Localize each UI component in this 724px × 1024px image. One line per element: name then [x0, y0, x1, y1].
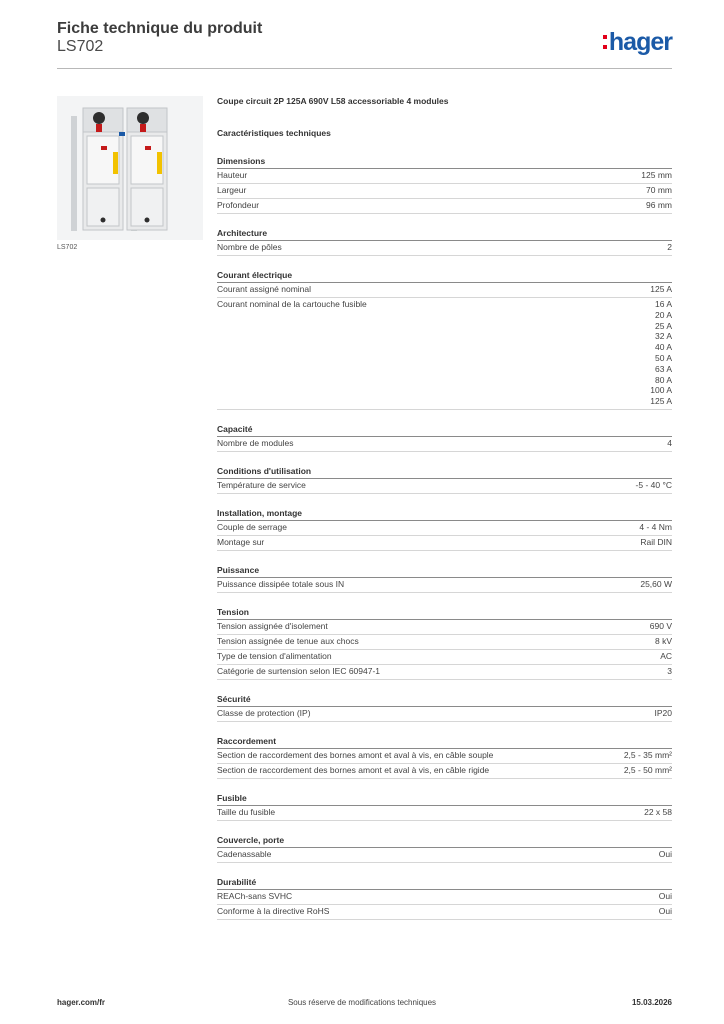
- spec-value-line: 25,60 W: [640, 578, 672, 589]
- spec-value-line: 25 A: [654, 320, 672, 331]
- spec-group-title: Sécurité: [217, 692, 672, 707]
- spec-group-title: Raccordement: [217, 734, 672, 749]
- spec-group-title: Fusible: [217, 791, 672, 806]
- spec-value-line: 4 - 4 Nm: [639, 521, 672, 532]
- spec-value-line: 100 A: [650, 385, 672, 396]
- spec-label: Type de tension d'alimentation: [217, 650, 332, 661]
- spec-label: Courant assigné nominal: [217, 284, 312, 294]
- spec-value: [640, 537, 672, 548]
- spec-value: [667, 666, 672, 677]
- spec-value: [650, 621, 672, 632]
- footer-website[interactable]: hager.com/fr: [57, 998, 106, 1007]
- spec-label: Tension assignée de tenue aux chocs: [217, 635, 359, 646]
- spec-label: Nombre de modules: [217, 437, 294, 448]
- spec-value-line: 125 A: [650, 396, 672, 407]
- spec-value: [639, 522, 672, 533]
- spec-value-line: Oui: [658, 905, 672, 916]
- fuse-holder-illustration: [57, 96, 203, 240]
- spec-group: [217, 464, 672, 494]
- spec-value-line: -5 - 40 °C: [635, 479, 672, 490]
- spec-value: [667, 242, 672, 253]
- spec-value: [659, 891, 672, 902]
- spec-value-line: 3: [667, 665, 672, 676]
- spec-value: [646, 185, 672, 196]
- spec-value-line: AC: [660, 650, 672, 661]
- spec-value: [624, 750, 672, 761]
- spec-row: [217, 890, 672, 905]
- spec-group: [217, 268, 672, 410]
- spec-groups: [217, 154, 672, 920]
- hager-logo: [603, 29, 672, 55]
- spec-value-line: 125 mm: [641, 170, 672, 180]
- spec-value-line: Oui: [658, 890, 672, 901]
- spec-group-title: Courant électrique: [217, 268, 672, 283]
- spec-row: [217, 283, 672, 298]
- spec-value: [655, 708, 673, 719]
- spec-group-title: Conditions d'utilisation: [217, 464, 672, 479]
- spec-value-line: 2: [667, 242, 672, 252]
- spec-value-line: 80 A: [654, 374, 672, 385]
- spec-group: [217, 791, 672, 821]
- spec-value-line: 50 A: [654, 352, 672, 363]
- spec-group: [217, 833, 672, 863]
- spec-label: Courant nominal de la cartouche fusible: [217, 299, 367, 309]
- spec-row: [217, 578, 672, 593]
- spec-value: [655, 636, 672, 647]
- spec-group: [217, 734, 672, 779]
- spec-value-line: 8 kV: [654, 635, 672, 646]
- spec-label: Profondeur: [217, 200, 260, 210]
- spec-group: [217, 226, 672, 256]
- spec-row: [217, 749, 672, 764]
- spec-label: Hauteur: [217, 170, 248, 180]
- spec-group-title: Tension: [217, 605, 672, 620]
- spec-value: [650, 284, 672, 295]
- spec-row: [217, 184, 672, 199]
- spec-label: Section de raccordement des bornes amont et aval à vis, en câble rigide: [217, 764, 490, 775]
- product-reference: LS702: [57, 38, 104, 55]
- spec-group: [217, 422, 672, 452]
- header-divider: [57, 68, 672, 69]
- spec-value-line: 125 A: [650, 284, 672, 294]
- spec-content: [217, 96, 672, 920]
- spec-value-line: 4: [667, 437, 672, 448]
- product-name: Coupe circuit 2P 125A 690V L58 accessoriable 4 modules: [217, 96, 449, 106]
- spec-row: [217, 905, 672, 920]
- spec-row: [217, 199, 672, 214]
- spec-row: [217, 437, 672, 452]
- spec-value-line: 20 A: [654, 309, 672, 320]
- spec-value: [660, 651, 672, 662]
- spec-value-line: IP20: [654, 707, 672, 718]
- spec-row: [217, 707, 672, 722]
- spec-value-line: 2,5 - 35 mm²: [623, 749, 672, 760]
- section-title: Caractéristiques techniques: [217, 128, 331, 138]
- spec-label: Température de service: [217, 479, 306, 490]
- spec-value-line: 690 V: [649, 620, 672, 631]
- spec-value: [640, 579, 672, 590]
- spec-value-line: 2,5 - 50 mm²: [623, 764, 672, 775]
- spec-row: [217, 665, 672, 680]
- spec-label: Catégorie de surtension selon IEC 60947-1: [217, 665, 381, 676]
- spec-group-title: Capacité: [217, 422, 672, 437]
- spec-label: Montage sur: [217, 536, 265, 547]
- spec-group: [217, 563, 672, 593]
- spec-value: [646, 200, 672, 211]
- spec-row: [217, 169, 672, 184]
- spec-value-line: 22 x 58: [644, 806, 672, 817]
- spec-group: [217, 605, 672, 680]
- spec-value: [667, 438, 672, 449]
- spec-group-title: Installation, montage: [217, 506, 672, 521]
- spec-row: [217, 764, 672, 779]
- spec-row: [217, 848, 672, 863]
- spec-label: Conforme à la directive RoHS: [217, 905, 330, 916]
- spec-label: Nombre de pôles: [217, 242, 282, 252]
- spec-label: Tension assignée d'isolement: [217, 620, 328, 631]
- spec-label: Cadenassable: [217, 848, 272, 859]
- spec-row: [217, 806, 672, 821]
- spec-row: [217, 479, 672, 494]
- spec-value: [659, 906, 672, 917]
- spec-row: [217, 241, 672, 256]
- spec-group: [217, 875, 672, 920]
- spec-row: [217, 620, 672, 635]
- spec-group-title: Durabilité: [217, 875, 672, 890]
- spec-value: [644, 807, 672, 818]
- spec-value: [636, 480, 672, 491]
- spec-value-line: 96 mm: [646, 200, 672, 210]
- spec-label: Largeur: [217, 185, 247, 195]
- spec-group-title: Architecture: [217, 226, 672, 241]
- spec-label: REACh-sans SVHC: [217, 890, 293, 901]
- spec-value-line: 40 A: [654, 342, 672, 353]
- spec-value-line: 32 A: [654, 331, 672, 342]
- spec-value: [624, 765, 672, 776]
- spec-label: Classe de protection (IP): [217, 707, 311, 718]
- footer-notice: Sous réserve de modifications techniques: [287, 998, 437, 1007]
- footer-date: 15.03.2026: [631, 998, 672, 1007]
- spec-group-title: Couvercle, porte: [217, 833, 672, 848]
- spec-value-line: 70 mm: [646, 185, 672, 195]
- spec-row: [217, 635, 672, 650]
- spec-group: [217, 506, 672, 551]
- spec-row: [217, 521, 672, 536]
- logo-text: hager: [608, 28, 672, 56]
- logo-colon-icon: [603, 35, 607, 49]
- spec-value-line: 16 A: [654, 299, 672, 309]
- image-caption: LS702: [57, 244, 78, 251]
- spec-label: Taille du fusible: [217, 806, 276, 817]
- spec-row: [217, 536, 672, 551]
- spec-group: [217, 154, 672, 214]
- spec-value-line: 63 A: [654, 363, 672, 374]
- document-title: Fiche technique du produit: [57, 20, 263, 37]
- spec-row: [217, 298, 672, 410]
- spec-group-title: Puissance: [217, 563, 672, 578]
- spec-label: Couple de serrage: [217, 521, 287, 532]
- spec-row: [217, 650, 672, 665]
- spec-group: [217, 692, 672, 722]
- spec-value: [641, 170, 672, 181]
- spec-value-line: Rail DIN: [640, 536, 672, 547]
- spec-label: Section de raccordement des bornes amont et aval à vis, en câble souple: [217, 749, 494, 760]
- spec-group-title: Dimensions: [217, 154, 672, 169]
- spec-value: [659, 849, 672, 860]
- spec-label: Puissance dissipée totale sous IN: [217, 578, 345, 589]
- product-image: [57, 96, 203, 240]
- spec-value: [650, 299, 672, 407]
- spec-value-line: Oui: [658, 848, 672, 859]
